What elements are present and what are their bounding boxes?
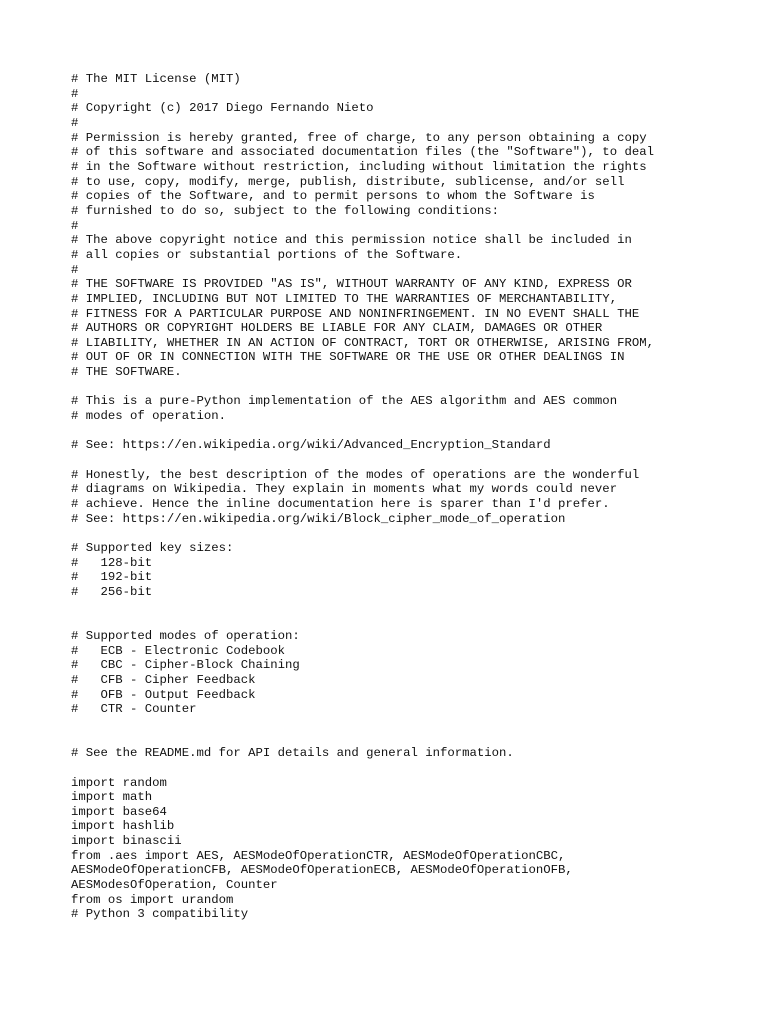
code-line: import random [71, 775, 167, 790]
code-line: # THE SOFTWARE. [71, 365, 182, 380]
code-line: # CFB - Cipher Feedback [71, 672, 256, 687]
code-line: # all copies or substantial portions of the Software. [71, 247, 463, 262]
code-line: # THE SOFTWARE IS PROVIDED "AS IS", WITHOUT WARRANTY OF ANY KIND, EXPRESS OR [71, 277, 632, 292]
code-line: # 192-bit [71, 570, 153, 585]
code-line: # Honestly, the best description of the modes of operations are the wonderful [71, 467, 640, 482]
code-line: # 256-bit [71, 584, 153, 599]
code-line: # in the Software without restriction, including without limitation the rights [71, 159, 647, 174]
code-line: # furnished to do so, subject to the following conditions: [71, 203, 500, 218]
code-line [71, 380, 761, 395]
code-line: from .aes import AES, AESModeOfOperationCTR, AESModeOfOperationCBC, [71, 848, 566, 863]
code-line: # FITNESS FOR A PARTICULAR PURPOSE AND NONINFRINGEMENT. IN NO EVENT SHALL THE [71, 306, 640, 321]
code-line: # The MIT License (MIT) [71, 72, 241, 86]
code-line: # modes of operation. [71, 409, 226, 424]
code-line: # achieve. Hence the inline documentation here is sparer than I'd prefer. [71, 497, 610, 512]
code-line: import binascii [71, 834, 182, 849]
source-code-block [71, 72, 761, 922]
code-line: import math [71, 790, 153, 805]
code-line: # The above copyright notice and this permission notice shall be included in [71, 233, 632, 248]
code-line: # Copyright (c) 2017 Diego Fernando Nieto [71, 101, 374, 116]
code-line [71, 717, 761, 732]
code-line: # OFB - Output Feedback [71, 687, 256, 702]
code-line: import hashlib [71, 819, 175, 834]
code-line: AESModeOfOperationCFB, AESModeOfOperationECB, AESModeOfOperationOFB, [71, 863, 573, 878]
code-line: # diagrams on Wikipedia. They explain in moments what my words could never [71, 482, 618, 497]
code-line: # This is a pure-Python implementation of the AES algorithm and AES common [71, 394, 618, 409]
code-line: # See: https://en.wikipedia.org/wiki/Block_cipher_mode_of_operation [71, 511, 566, 526]
code-line: # CBC - Cipher-Block Chaining [71, 658, 300, 673]
code-line: # [71, 115, 79, 130]
code-line: from os import urandom [71, 892, 234, 907]
code-line: AESModesOfOperation, Counter [71, 878, 278, 893]
code-line: # LIABILITY, WHETHER IN AN ACTION OF CONTRACT, TORT OR OTHERWISE, ARISING FROM, [71, 335, 654, 350]
code-line: # AUTHORS OR COPYRIGHT HOLDERS BE LIABLE FOR ANY CLAIM, DAMAGES OR OTHER [71, 321, 603, 336]
code-line: # See the README.md for API details and general information. [71, 746, 514, 761]
code-line: import base64 [71, 804, 167, 819]
code-line: # Supported modes of operation: [71, 628, 300, 643]
code-line: # of this software and associated documentation files (the "Software"), to deal [71, 145, 654, 160]
code-line: # copies of the Software, and to permit persons to whom the Software is [71, 189, 595, 204]
code-line [71, 453, 761, 468]
code-line: # ECB - Electronic Codebook [71, 643, 286, 658]
code-line: # to use, copy, modify, merge, publish, distribute, sublicense, and/or sell [71, 174, 625, 189]
code-line [71, 614, 761, 629]
code-line [71, 526, 761, 541]
code-line: # [71, 86, 79, 101]
code-line: # [71, 262, 79, 277]
code-line: # 128-bit [71, 555, 153, 570]
code-line [71, 424, 761, 439]
code-line: # Permission is hereby granted, free of charge, to any person obtaining a copy [71, 130, 647, 145]
code-line [71, 732, 761, 747]
code-line: # Supported key sizes: [71, 541, 234, 555]
code-line: # See: https://en.wikipedia.org/wiki/Advanced_Encryption_Standard [71, 438, 551, 453]
code-line [71, 600, 761, 615]
code-line: # IMPLIED, INCLUDING BUT NOT LIMITED TO THE WARRANTIES OF MERCHANTABILITY, [71, 291, 618, 306]
code-line: # OUT OF OR IN CONNECTION WITH THE SOFTWARE OR THE USE OR OTHER DEALINGS IN [71, 350, 625, 365]
code-line [71, 761, 761, 776]
code-line: # Python 3 compatibility [71, 907, 249, 922]
code-line: # CTR - Counter [71, 702, 197, 717]
code-line: # [71, 218, 79, 233]
